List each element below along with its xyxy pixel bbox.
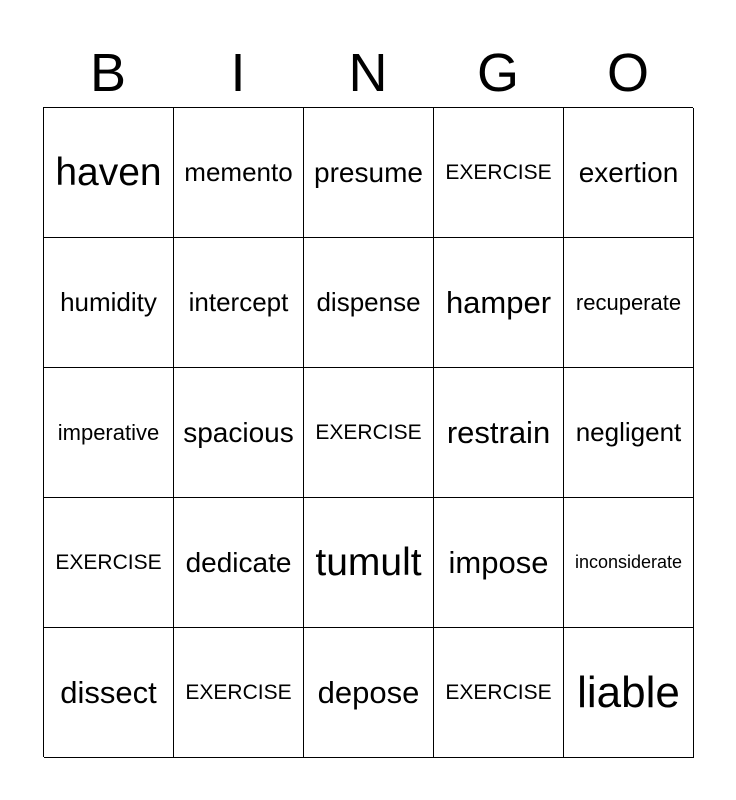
bingo-cell[interactable]: haven (44, 108, 174, 238)
bingo-cell[interactable]: inconsiderate (564, 498, 694, 628)
bingo-cell[interactable]: EXERCISE (434, 108, 564, 238)
bingo-cell[interactable]: intercept (174, 238, 304, 368)
bingo-cell[interactable]: EXERCISE (174, 628, 304, 758)
bingo-cell[interactable]: impose (434, 498, 564, 628)
header-letter-i: I (230, 43, 246, 103)
bingo-cell[interactable]: EXERCISE (304, 368, 434, 498)
bingo-cell[interactable]: EXERCISE (44, 498, 174, 628)
bingo-board (43, 107, 693, 757)
bingo-cell[interactable]: EXERCISE (434, 628, 564, 758)
bingo-cell[interactable]: dedicate (174, 498, 304, 628)
bingo-cell[interactable]: presume (304, 108, 434, 238)
bingo-cell[interactable]: imperative (44, 368, 174, 498)
header-letter-g: G (476, 43, 519, 103)
bingo-cell[interactable]: hamper (434, 238, 564, 368)
bingo-cell[interactable]: humidity (44, 238, 174, 368)
header-letter-n: N (348, 43, 388, 103)
bingo-header (43, 40, 693, 106)
bingo-cell[interactable]: tumult (304, 498, 434, 628)
bingo-cell[interactable]: exertion (564, 108, 694, 238)
bingo-cell[interactable]: depose (304, 628, 434, 758)
bingo-cell[interactable]: dissect (44, 628, 174, 758)
bingo-cell[interactable]: restrain (434, 368, 564, 498)
header-letter-o: O (606, 43, 649, 103)
bingo-cell[interactable]: memento (174, 108, 304, 238)
bingo-cell[interactable]: liable (564, 628, 694, 758)
header-letter-b: B (89, 43, 127, 103)
bingo-cell[interactable]: negligent (564, 368, 694, 498)
bingo-cell[interactable]: dispense (304, 238, 434, 368)
bingo-cell[interactable]: recuperate (564, 238, 694, 368)
bingo-cell[interactable]: spacious (174, 368, 304, 498)
